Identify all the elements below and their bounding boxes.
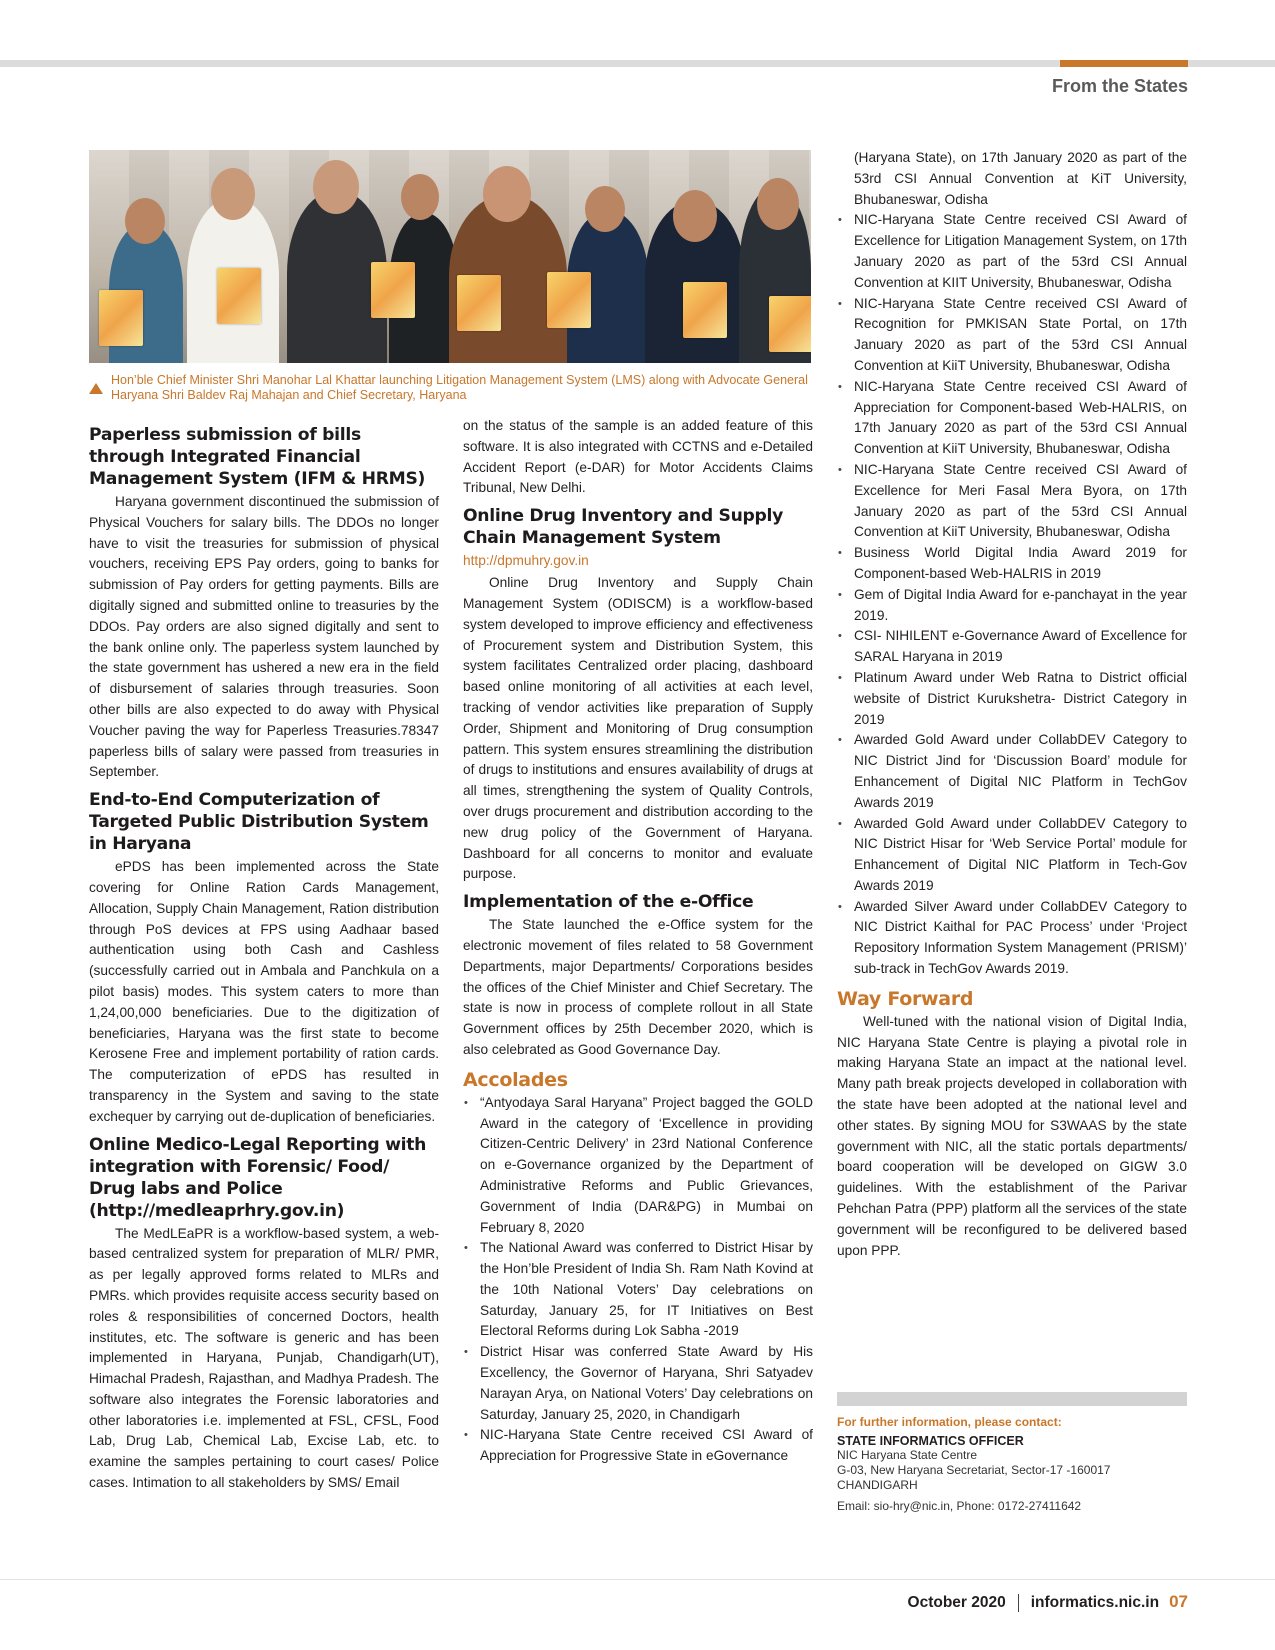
body-medleapr: The MedLEaPR is a workflow-based system, a web-based centralized system for preparation of MLR/ PMR, as per legally approved forms related to MLRs and PMRs. which provides requisite access security based on roles & responsibilities of concerned Doctors, health institutes, etc. The software is generic and has been implemented in Haryana, Punjab, Chandigarh(UT), Himachal Pradesh, Rajasthan, and Madhya Pradesh. The software also integrates the Forensic laboratories and other laboratories i.e. implemented at FSL, CFSL, Food Lab, Drug Lab, Chemical Lab, Excise Lab, etc. to examine the samples pertaining to court cases/ Police cases. Intimation to all stakeholders by SMS/ Email [89, 1225, 439, 1491]
body-ifms: Haryana government discontinued the submission of Physical Vouchers for salary bills. The DDOs no longer have to visit the treasuries for submission of physical vouchers, receiving EPS Pay orders, going to banks for submission of Pay orders for getting payments. Bills are digitally signed and submitted online to treasuries by the DDOs. Pay orders are also signed digitally and sent to the bank online only. The paperless system launched by the state government has ushered a new era in the field of disbursement of salaries through treasuries. Soon other bills are also expected to do away with Physical Voucher paving the way for Paperless Treasuries.78347 paperless bills of salary were passed from treasuries in September. [89, 494, 439, 780]
list-item: • The National Award was conferred to District Hisar by the Hon’ble President of India Sh. Ram Nath Kovind at the 10th National Voters’ Day celebrations on Saturday, January 25, for IT Initiatives on Best Electoral Reforms during Lok Sabha -2019 [463, 1238, 813, 1342]
heading-epds: End-to-End Computerization of Targeted Public Distribution System in Haryana [89, 790, 429, 855]
body-odiscm: Online Drug Inventory and Supply Chain Management System (ODISCM) is a workflow-based system developed to improve efficiency and effectiveness of Procurement system and Distribution System, this system facilitates Centralized order placing, dashboard based online monitoring of all activities at each level, tracking of vendor activities like preparation of Supply Order, Shipment and Monitoring of Drug consumption pattern. This system ensures streamlining the distribution of drugs to institutions and ensures availability of drugs at all times, strengthening the system of Quality Controls, over drugs procurement and distribution according to the new drug policy of the Government of Haryana. Dashboard for all concerns to monitor and evaluate purpose. [463, 575, 813, 882]
list-item: • Business World Digital India Award 2019 for Component-based Web-HALRIS in 2019 [837, 543, 1187, 585]
list-item: • NIC-Haryana State Centre received CSI Award of Excellence for Litigation Management System, on 17th January 2020 as part of the 53rd CSI Annual Convention at KIIT University, Bhubaneswar, Odisha [837, 210, 1187, 293]
list-item: • Awarded Silver Award under CollabDEV Category to NIC District Kaithal for PAC Process’ under ‘Project Repository Information System Management (PRISM)’ sub-track in TechGov Awards 2019. [837, 897, 1187, 980]
column-2 [463, 416, 813, 1467]
list-item: • CSI- NIHILENT e-Governance Award of Excellence for SARAL Haryana in 2019 [837, 626, 1187, 668]
heading-medleapr: Online Medico-Legal Reporting with integration with Forensic/ Food/ Drug labs and Police (http://medleaprhry.gov.in) [89, 1134, 427, 1221]
heading-accolades: Accolades [463, 1068, 568, 1091]
section-label: From the States [1051, 76, 1188, 96]
contact-officer: STATE INFORMATICS OFFICER [837, 1434, 1024, 1448]
contact-box [837, 1392, 1187, 1513]
list-item: • Awarded Gold Award under CollabDEV Category to NIC District Jind for ‘Discussion Board’ module for Enhancement of Digital NIC Platform in TechGov Awards 2019 [837, 730, 1187, 813]
column-3 [837, 148, 1187, 1261]
heading-ifms: Paperless submission of bills through Integrated Financial Management System (IFM & HRMS) [89, 425, 426, 489]
accolades-list [463, 1093, 813, 1467]
contact-address-line: NIC Haryana State Centre [837, 1448, 978, 1462]
footer [908, 1592, 1188, 1612]
footer-rule [0, 1579, 1275, 1580]
column-1 [89, 418, 439, 1494]
body-medleapr-continued: on the status of the sample is an added feature of this software. It is also integrated with CCTNS and e-Detailed Accident Report (e-DAR) for Motor Accidents Claims Tribunal, New Delhi. [463, 418, 813, 496]
page-number: 07 [1169, 1592, 1188, 1611]
triangle-marker-icon [89, 383, 103, 394]
list-item: • Platinum Award under Web Ratna to District official website of District Kurukshetra- District Category in 2019 [837, 668, 1187, 730]
heading-odiscm: Online Drug Inventory and Supply Chain Management System [463, 506, 784, 549]
heading-eoffice: Implementation of the e-Office [463, 892, 754, 913]
header-accent-bar [1060, 60, 1188, 67]
footer-divider [1018, 1594, 1019, 1612]
footer-site[interactable]: informatics.nic.in [1030, 1594, 1160, 1611]
list-item: • “Antyodaya Saral Haryana” Project bagged the GOLD Award in the category of ‘Excellence in providing Citizen-Centric Delivery’ in 23rd National Conference on e-Governance organized by the Department of Administrative Reforms and Public Grievances, Government of India (DAR&PG) in Mumbai on February 8, 2020 [463, 1093, 813, 1239]
launch-event-photo [89, 150, 811, 363]
list-item: • Awarded Gold Award under CollabDEV Category to NIC District Hisar for ‘Web Service Portal’ module for Enhancement of Digital NIC Platform in Tech-Gov Awards 2019 [837, 814, 1187, 897]
list-item: • District Hisar was conferred State Award by His Excellency, the Governor of Haryana, Shri Satyadev Narayan Arya, on National Voters’ Day celebrations on Saturday, January 25, 2020, in Chandigarh [463, 1342, 813, 1425]
contact-heading: For further information, please contact: [837, 1415, 1062, 1429]
odiscm-link[interactable]: http://dpmuhry.gov.in [463, 553, 589, 569]
list-item: • NIC-Haryana State Centre received CSI Award of Appreciation for Component-based Web-HALRIS, on 17th January 2020 as part of the 53rd CSI Annual Convention at KiiT University, Bhubaneswar, Odisha [837, 377, 1187, 460]
contact-bar [837, 1392, 1187, 1406]
list-item: • Gem of Digital India Award for e-panchayat in the year 2019. [837, 585, 1187, 627]
list-item: • NIC-Haryana State Centre received CSI Award of Recognition for PMKISAN State Portal, on 17th January 2020 as part of the 53rd CSI Annual Convention at KiiT University, Bhubaneswar, Odisha [837, 294, 1187, 377]
contact-address-line: G-03, New Haryana Secretariat, Sector-17 -160017 [837, 1463, 1111, 1477]
body-eoffice: The State launched the e-Office system for the electronic movement of files related to 58 Government Departments, major Departments/ Corporations besides the offices of the Chief Minister and Chief Secretary. The state is now in process of complete rollout in all State Government offices by 25th December 2020, which is also celebrated as Good Governance Day. [463, 917, 813, 1057]
list-item: • NIC-Haryana State Centre received CSI Award of Appreciation for Progressive State in eGovernance [463, 1425, 813, 1467]
contact-address-line: CHANDIGARH [837, 1478, 918, 1492]
heading-way-forward: Way Forward [837, 987, 974, 1010]
body-epds: ePDS has been implemented across the State covering for Online Ration Cards Management, Allocation, Supply Chain Management, Ration distribution through PoS devices at FPS using Aadhaar based authentication using both Cash and Cashless (successfully carried out in Ambala and Panchkula on a pilot basis) modes. This system caters to more than 1,24,00,000 beneficiaries. Due to the digitization of beneficiaries, Haryana was the first state to become Kerosene Free and implement portability of ration cards. The computerization of ePDS has resulted in transparency in the System and saving to the state exchequer by carrying out de-duplication of beneficiaries. [89, 859, 439, 1124]
accolades-list-continued [837, 210, 1187, 979]
list-item-continued: (Haryana State), on 17th January 2020 as part of the 53rd CSI Annual Convention at KiT University, Bhubaneswar, Odisha [854, 150, 1187, 207]
list-item: • NIC-Haryana State Centre received CSI Award of Excellence for Meri Fasal Mera Byora, on 17th January 2020 as part of the 53rd CSI Annual Convention at KiiT University, Bhubaneswar, Odisha [837, 460, 1187, 543]
contact-email-phone: Email: sio-hry@nic.in, Phone: 0172-27411642 [837, 1499, 1082, 1513]
photo-caption: Hon’ble Chief Minister Shri Manohar Lal Khattar launching Litigation Management System (LMS) along with Advocate General Haryana Shri Baldev Raj Mahajan and Chief Secretary, Haryana [111, 373, 808, 402]
body-way-forward: Well-tuned with the national vision of Digital India, NIC Haryana State Centre is playing a pivotal role in making Haryana State an impact at the national level. Many path break projects developed in collaboration with the state have been adopted at the national level and other states. By signing MOU for S3WAAS by the state government with NIC, all the static portals departments/ board cooperation will be developed on GIGW 3.0 guidelines. With the establishment of the Parivar Pehchan Patra (PPP) platform all the services of the state government will be reconfigured to be delivered based upon PPP. [837, 1013, 1187, 1258]
footer-issue: October 2020 [907, 1594, 1006, 1611]
